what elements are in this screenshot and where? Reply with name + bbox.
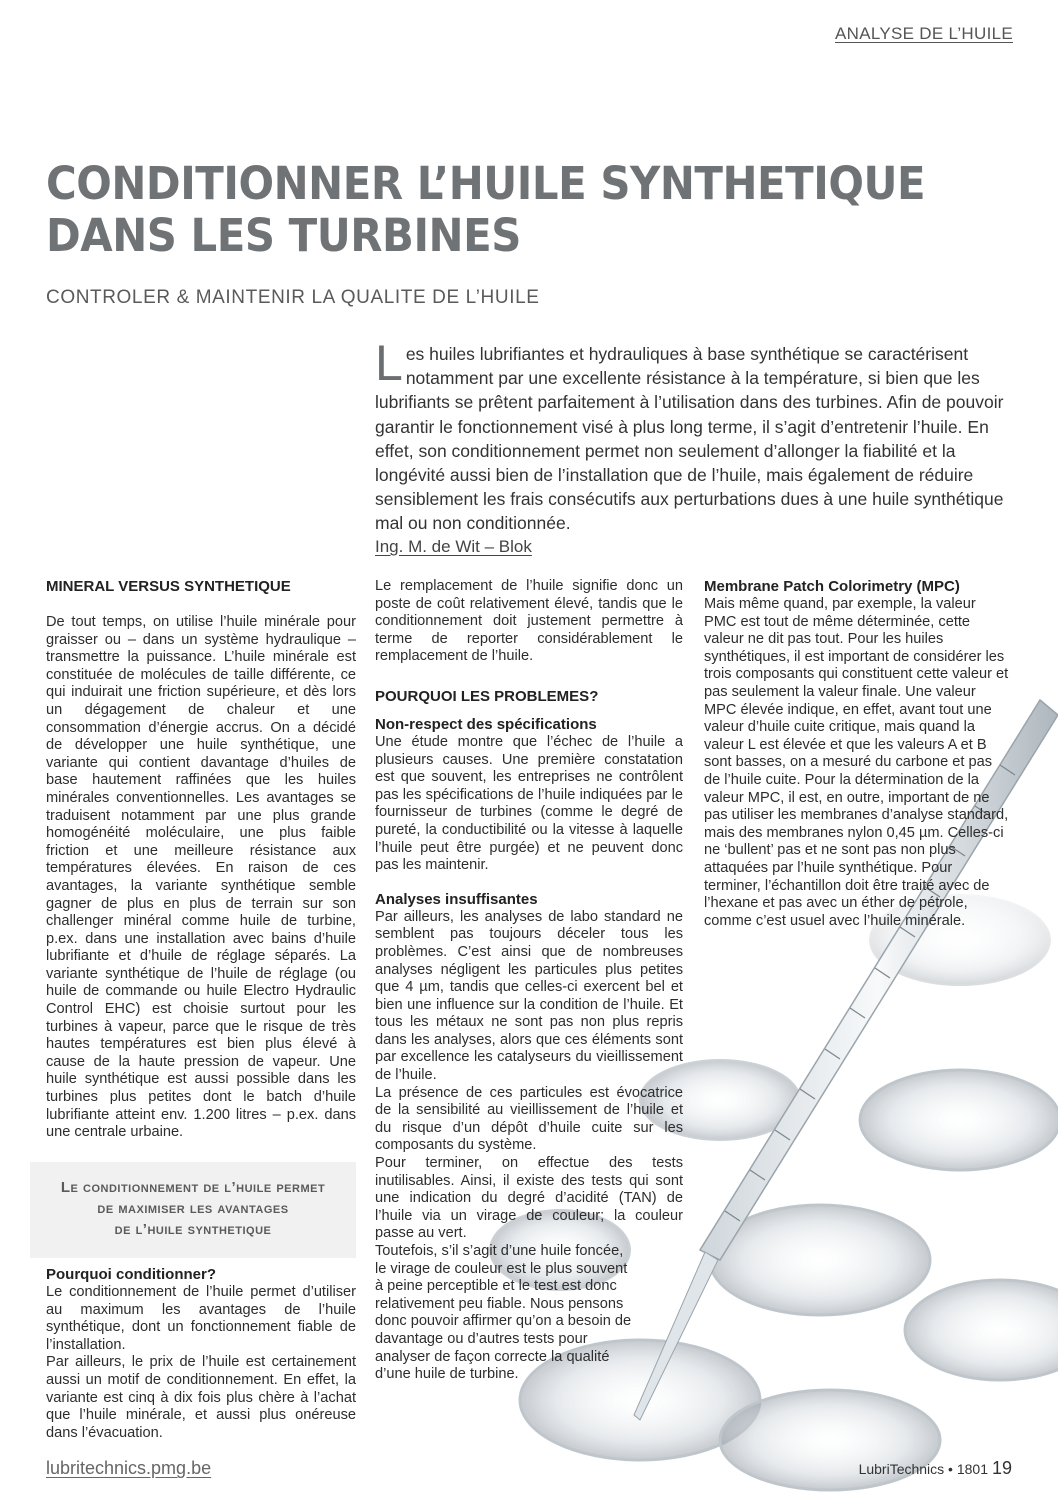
body-paragraph: La présence de ces particules est évocatrice de la sensibilité au vieillissement de l’huile et du risque d’un dépôt d’huile cuite sur les composants du système. <box>375 1084 683 1154</box>
column-2 <box>375 578 683 1384</box>
magazine-issue: LubriTechnics • 1801 <box>858 1461 988 1477</box>
sub-heading: Non-respect des spécifications <box>375 715 597 733</box>
intro-paragraph <box>375 335 1005 536</box>
sub-heading: Pourquoi conditionner? <box>46 1266 216 1283</box>
body-paragraph: Une étude montre que l’échec de l’huile a plusieurs causes. Une première constatation est que souvent, les entreprises ne contrôlent pas les spécifications de l’huile indiquées par le fournisseur de turbines (comme le degré de pureté, la conductibilité ou la vitesse à laquelle l’huile peut être purgée) et ne peuvent donc pas les maintenir. <box>375 733 683 874</box>
pull-quote <box>30 1162 356 1258</box>
body-paragraph: Le remplacement de l’huile signifie donc un poste de coût relativement élevé, tandis que le conditionnement doit justement permettre à terme de reporter considérablement le remplacement de l’huile. <box>375 578 683 665</box>
page-subtitle: CONTROLER & MAINTENIR LA QUALITE DE L’HUILE <box>46 287 540 308</box>
column-1 <box>46 578 356 1142</box>
body-paragraph: De tout temps, on utilise l’huile minérale pour graisser ou – dans un système hydraulique – transmettre la puissance. L’huile minérale est constituée de molécules de taille différente, ce qui induirait une friction supérieure, et dès lors un dégagement de chaleur et une consommation d’énergie accrus. On a décidé de développer une huile synthétique, une variante qui contient davantage d’huiles de base hautement raffinées que les huiles minérales conventionnelles. Les avantages se traduisent notamment par une plus grande homogénéité moléculaire, une plus faible friction et une meilleure résistance aux températures élevées. En raison de ces avantages, la variante synthétique semble gagner de plus en plus de terrain sur son challenger minéral comme huile de turbine, p.ex. dans une installation avec bains d’huile lubrifiante et d’huile de réglage séparés. La variante synthétique de l’huile de réglage (ou huile de commande ou huile Electro Hydraulic Control EHC) est choisie surtout pour les turbines à vapeur, parce que le risque de très hautes températures est bien plus élevé à cause de la haute pression de vapeur. Une huile synthétique est aussi possible dans les turbines plus petites dont le batch d’huile lubrifiante atteint env. 1.200 litres – p.ex. dans une centrale urbaine. <box>46 614 356 1141</box>
body-paragraph: Par ailleurs, le prix de l’huile est certainement aussi un motif de conditionnement. En effet, la variante est cinq à dix fois plus chère à l’achat que l’huile minérale, et aussi plus onéreuse dans l’évacuation. <box>46 1354 356 1441</box>
body-paragraph: Toutefois, s’il s’agit d’une huile foncée, le virage de couleur est le plus souvent à peine perceptible et le test est donc relativement peu fiable. Nous pensons donc pouvoir affirmer qu’on a besoin de davantage ou d’autres tests pour analyser de façon correcte la qualité d’une huile de turbine. <box>375 1243 632 1383</box>
sub-heading: Analyses insuffisantes <box>375 890 538 908</box>
pull-quote-line: Le conditionnement de l’huile permet <box>60 1179 326 1196</box>
section-heading: MINERAL VERSUS SYNTHETIQUE <box>46 578 291 595</box>
pull-quote-line: de maximiser les avantages <box>97 1200 289 1217</box>
body-paragraph: Le conditionnement de l’huile permet d’utiliser au maximum les avantages de l’huile synthétique, dont un fonctionnement fiable de l’installation. <box>46 1284 356 1353</box>
sub-heading: Membrane Patch Colorimetry (MPC) <box>704 578 960 595</box>
section-label: ANALYSE DE L’HUILE <box>835 24 1013 43</box>
pull-quote-line: de l’huile synthetique <box>114 1221 272 1238</box>
page-number: 19 <box>991 1458 1012 1478</box>
body-paragraph: Mais même quand, par exemple, la valeur PMC est tout de même déterminée, cette valeur ne dit pas tout. Pour les huiles synthétiques, il est important de considérer les trois composants qui constituent cette valeur et pas seulement la valeur finale. Une valeur MPC élevée indique, en effet, avant tout une valeur d’huile cuite critique, mais quand la valeur L est élevée et que les valeurs A et B sont basses, on a mesuré du carbone et pas de l’huile cuite. Pour la détermination de la valeur MPC, il est, en outre, important de ne pas utiliser les membranes d’analyse standard, mais des membranes nylon 0,45 µm. Celles-ci ne ‘bullent’ pas et ne sont pas non plus attaquées par l’huile synthétique. Pour terminer, l’échantillon doit être traité avec de l’hexane et pas avec un éther de pétrole, comme c’est usuel avec l’huile minérale. <box>704 596 1009 929</box>
body-paragraph: Pour terminer, on effectue des tests inutilisables. Ainsi, il existe des tests qui sont une indication du degré d’acidité (TAN) de l’huile via un virage de couleur; la couleur passe au vert. <box>375 1155 683 1242</box>
column-3 <box>704 578 1012 930</box>
column-1-bottom <box>46 1266 356 1442</box>
website-link[interactable]: lubritechnics.pmg.be <box>46 1458 212 1478</box>
intro-text: es huiles lubrifiantes et hydrauliques à base synthétique se caractérisent notamment par une excellente résistance à la température, si bien que les lubrifiants se prêtent parfaitement à l’utilisation dans des turbines. Afin de pouvoir garantir le fonctionnement visé à plus long terme, il s’agit d’entretenir l’huile. En effet, son conditionnement permet non seulement d’allonger la fiabilité et la longévité aussi bien de l’installation que de l’huile, mais également de réduire sensiblement les frais consécutifs aux perturbations dues à une huile synthétique mal ou non conditionnée. <box>375 344 1004 534</box>
section-heading: POURQUOI LES PROBLEMES? <box>375 687 599 705</box>
page-title: CONDITIONNER L’HUILE SYNTHETIQUE DANS LES TURBINES <box>46 157 926 262</box>
drop-cap: L <box>375 335 403 391</box>
body-paragraph: Par ailleurs, les analyses de labo standard ne semblent pas toujours déceler tous les problèmes. C’est ainsi que de nombreuses analyses négligent les particules plus petites que 4 µm, tandis que celles-ci exercent bel et bien une influence sur la condition de l’huile. Et tous les métaux ne sont pas non plus repris dans les analyses, alors que ces éléments sont par excellence les catalyseurs du vieillissement de l’huile. <box>375 908 683 1084</box>
author-byline: Ing. M. de Wit – Blok <box>375 537 532 556</box>
